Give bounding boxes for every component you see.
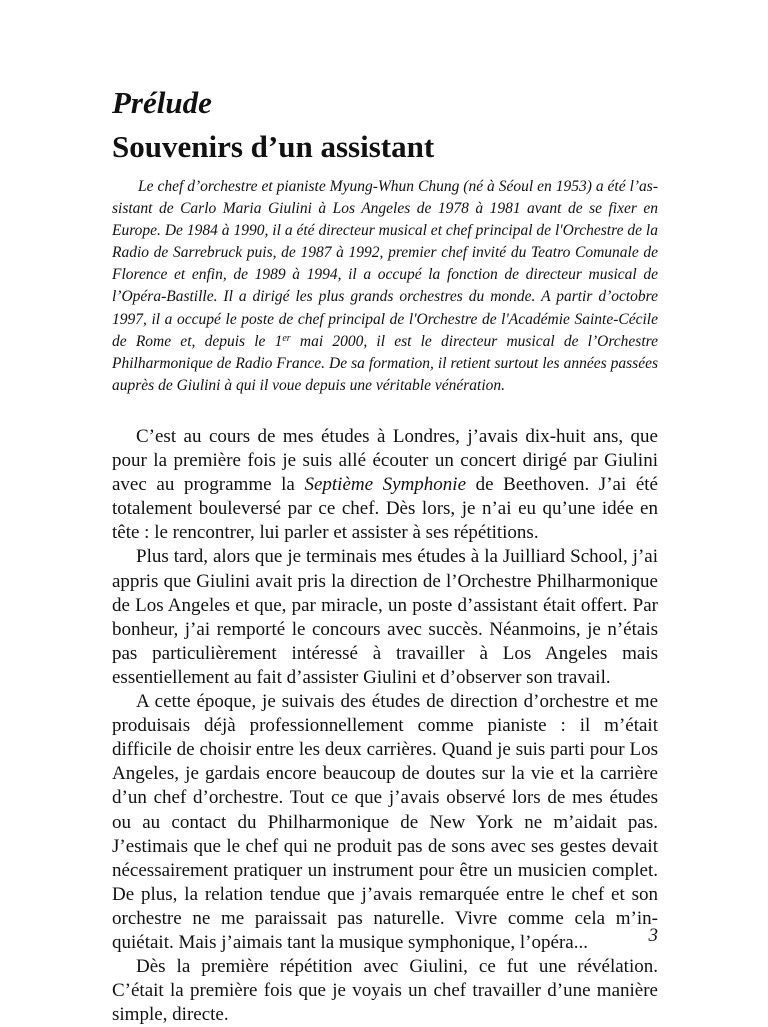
book-page bbox=[112, 0, 658, 1026]
page-number: 3 bbox=[648, 925, 658, 946]
paragraph-1 bbox=[112, 425, 658, 545]
chapter-subtitle: Souvenirs d’un assistant bbox=[112, 129, 435, 164]
paragraph-3: A cette époque, je suivais des études de direction d’orchestre et me produisais déjà professionnellement comme pianiste : il m’était difficile de choisir entre les deux carrières. Quand je suis parti pour Los Angeles, je gardais encore beaucoup de doutes sur la vie et la carrière d’un chef d’orchestre. Tout ce que j’avais observé lors de mes études ou au contact du Philharmonique de New York ne m’aidait pas. J’estimais que le chef qui ne produit pas de sons avec ses gestes devait nécessairement pratiquer un instrument pour être un musicien complet. De plus, la relation tendue que j’avais remarquée entre le chef et son orchestre ne me paraissait pas naturelle. Vivre comme cela m’inquiétait. Mais j’aimais tant la musique symphonique, l’opéra... bbox=[112, 691, 658, 953]
work-title: Septième Symphonie bbox=[304, 474, 467, 496]
paragraph-1-part2: de Beethoven. J’ai été totalement bouleversé par ce chef. Dès lors, je n’ai eu qu’une idée en tête : le rencontrer, lui parler et assister à ses répétitions. bbox=[112, 474, 658, 544]
intro-abstract bbox=[112, 176, 658, 397]
intro-text-part2: mai 2000, il est le directeur musical de l’Orchestre Philharmonique de Radio France. De sa formation, il retient surtout les années passées auprès de Giulini à qui il voue depuis une véritable vénération. bbox=[112, 332, 658, 394]
paragraph-1-part1: C’est au cours de mes études à Londres, j’avais dix-huit ans, que pour la première fois je suis allé écouter un concert dirigé par Giulini avec au programme la bbox=[112, 426, 658, 496]
ordinal-superscript: er bbox=[282, 332, 291, 344]
paragraph-4: Dès la première répétition avec Giulini, ce fut une révélation. C’était la première fois que je voyais un chef travailler d’une manière simple, directe. bbox=[112, 956, 658, 1026]
chapter-title-prelude: Prélude bbox=[112, 85, 212, 120]
intro-paragraph bbox=[112, 176, 658, 397]
paragraph-2: Plus tard, alors que je terminais mes études à la Juilliard School, j’ai appris que Giulini avait pris la direction de l’Orchestre Philharmonique de Los Angeles et que, par miracle, un poste d’assistant était offert. Par bonheur, j’ai remporté le concours avec succès. Néanmoins, je n’étais pas particulièrement intéressé à travailler à Los Angeles mais essentiellement au fait d’assister Giulini et d’observer son travail. bbox=[112, 546, 658, 688]
body-text bbox=[112, 425, 658, 1027]
intro-text-part1: Le chef d’orchestre et pianiste Myung-Whun Chung (né à Séoul en 1953) a été l’assistant de Carlo Maria Giulini à Los Angeles de 1978 à 1981 avant de se fixer en Europe. De 1984 à 1990, il a été directeur musical et chef principal de l'Orchestre de la Radio de Sarrebruck puis, de 1987 à 1992, premier chef invité du Teatro Comunale de Florence et enfin, de 1989 à 1994, il a occupé la fonction de directeur musical de l’Opéra-Bastille. Il a dirigé les plus grands orchestres du monde. A partir d’octobre 1997, il a occupé le poste de chef principal de l'Orchestre de l'Académie Sainte-Cécile de Rome et, depuis le 1 bbox=[112, 178, 658, 350]
